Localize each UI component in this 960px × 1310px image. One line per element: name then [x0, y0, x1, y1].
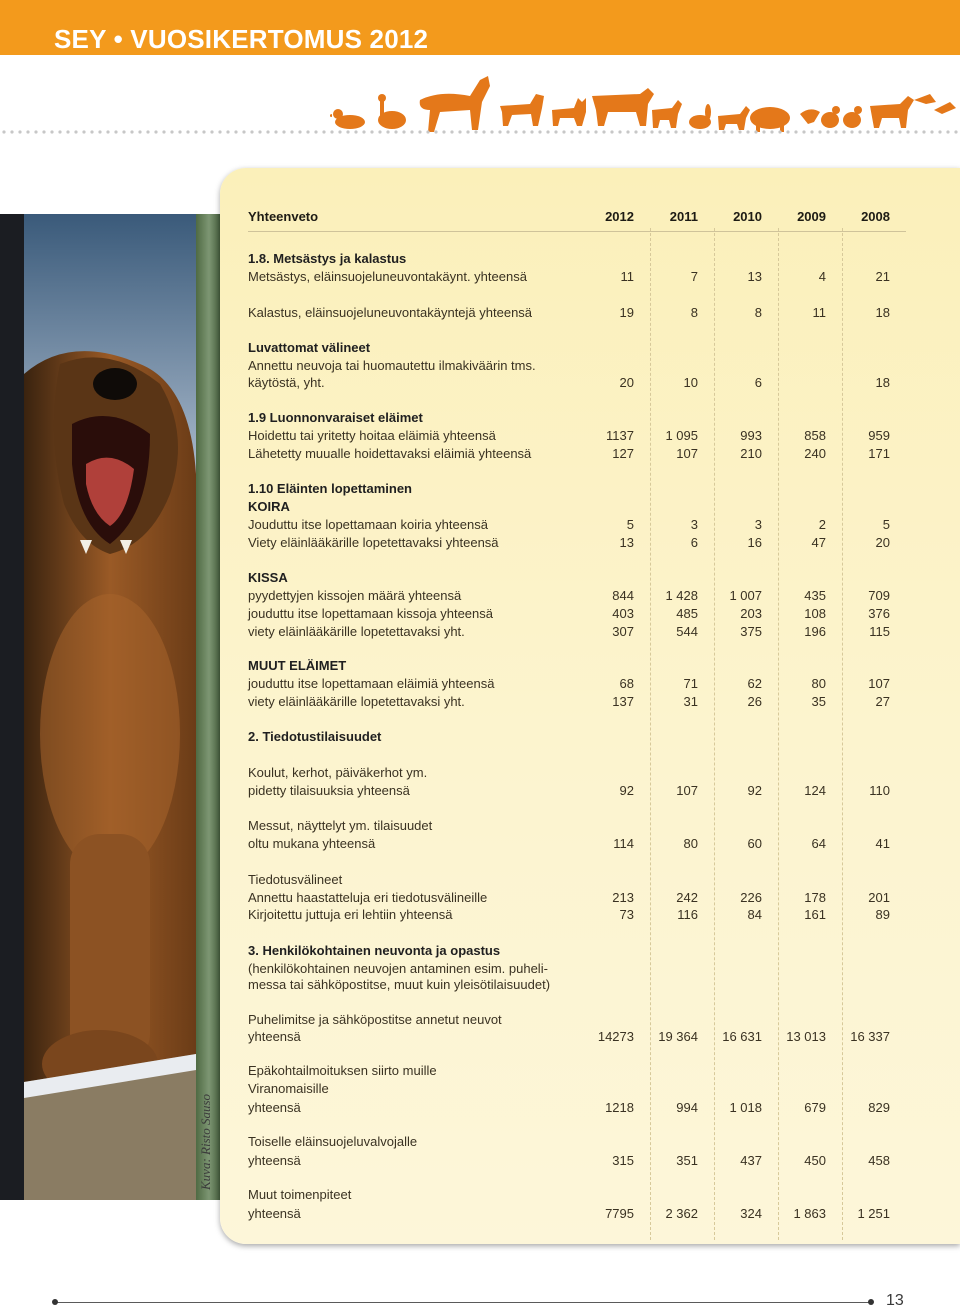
- table-row: [248, 835, 908, 853]
- value-cell: 829: [868, 1100, 890, 1115]
- value-cell: 107: [868, 676, 890, 691]
- table-row: [248, 675, 908, 693]
- table-row: [248, 605, 908, 623]
- table-row: [248, 374, 908, 392]
- value-cell: 213: [612, 890, 634, 905]
- value-cell: 435: [804, 588, 826, 603]
- header-divider: [248, 231, 906, 232]
- value-cell: 376: [868, 606, 890, 621]
- table-row: [248, 764, 908, 782]
- table-row: [248, 871, 908, 889]
- row-label: pidetty tilaisuuksia yhteensä: [248, 783, 410, 798]
- row-label: MUUT ELÄIMET: [248, 658, 347, 673]
- value-cell: 210: [740, 446, 762, 461]
- row-label: Kirjoitettu juttuja eri lehtiin yhteensä: [248, 907, 453, 922]
- value-cell: 73: [619, 907, 634, 922]
- row-label: Toiselle eläinsuojeluvalvojalle: [248, 1134, 418, 1149]
- value-cell: 1137: [606, 428, 634, 443]
- value-cell: 307: [612, 624, 634, 639]
- value-cell: 13: [747, 269, 762, 284]
- table-row: [248, 587, 908, 605]
- table-row: [248, 516, 908, 534]
- value-cell: 26: [747, 694, 762, 709]
- value-cell: 544: [676, 624, 698, 639]
- value-cell: 201: [868, 890, 890, 905]
- year-header: 2012: [605, 209, 634, 224]
- value-cell: 324: [740, 1206, 762, 1221]
- value-cell: 1 428: [665, 588, 698, 603]
- value-cell: 21: [875, 269, 890, 284]
- table-row: [248, 728, 908, 746]
- value-cell: 116: [677, 907, 698, 922]
- value-cell: 14273: [597, 1029, 634, 1044]
- value-cell: 5: [626, 517, 634, 532]
- value-cell: 71: [683, 676, 698, 691]
- value-cell: 16: [747, 535, 762, 550]
- value-cell: 20: [875, 535, 890, 550]
- table-row: [248, 1133, 908, 1151]
- row-label: Viranomaisille: [248, 1081, 329, 1096]
- value-cell: 178: [804, 890, 826, 905]
- row-label: yhteensä: [248, 1100, 301, 1115]
- table-row: [248, 976, 908, 994]
- row-label: 2. Tiedotustilaisuudet: [248, 729, 382, 744]
- row-label: KISSA: [248, 570, 288, 585]
- table-row: [248, 1186, 908, 1204]
- row-label: Annettu neuvoja tai huomautettu ilmakiväärin tms.: [248, 358, 536, 373]
- value-cell: 62: [747, 676, 762, 691]
- animal-silhouettes-icon: [330, 60, 960, 150]
- row-label: messa tai sähköpostitse, muut kuin yleisötilaisuudet): [248, 977, 551, 992]
- value-cell: 315: [612, 1153, 634, 1168]
- year-header: 2008: [861, 209, 890, 224]
- table-row: [248, 1152, 908, 1170]
- page-number: 13: [886, 1292, 904, 1309]
- year-header: 2009: [797, 209, 826, 224]
- value-cell: 1 095: [665, 428, 698, 443]
- value-cell: 403: [612, 606, 634, 621]
- table-row: [248, 906, 908, 924]
- value-cell: 709: [868, 588, 890, 603]
- value-cell: 242: [676, 890, 698, 905]
- row-label: 1.9 Luonnonvaraiset eläimet: [248, 410, 423, 425]
- table-row: [248, 782, 908, 800]
- dog-photo: [0, 214, 222, 1200]
- value-cell: 68: [619, 676, 634, 691]
- dotted-divider: [0, 128, 960, 136]
- table-row: [248, 817, 908, 835]
- table-row: [248, 498, 908, 516]
- row-label: Annettu haastatteluja eri tiedotusvälineille: [248, 890, 488, 905]
- table-row: [248, 623, 908, 641]
- row-label: Kalastus, eläinsuojeluneuvontakäyntejä yhteensä: [248, 305, 533, 320]
- value-cell: 47: [811, 535, 826, 550]
- row-label: Hoidettu tai yritetty hoitaa eläimiä yhteensä: [248, 428, 496, 443]
- value-cell: 993: [740, 428, 762, 443]
- row-label: 1.8. Metsästys ja kalastus: [248, 251, 407, 266]
- row-label: Tiedotusvälineet: [248, 872, 343, 887]
- value-cell: 959: [868, 428, 890, 443]
- value-cell: 6: [754, 375, 762, 390]
- table-header-label: Yhteenveto: [248, 209, 319, 224]
- table-row: [248, 250, 908, 268]
- value-cell: 458: [868, 1153, 890, 1168]
- value-cell: 80: [811, 676, 826, 691]
- value-cell: 92: [619, 783, 634, 798]
- row-label: pyydettyjen kissojen määrä yhteensä: [248, 588, 462, 603]
- value-cell: 107: [676, 446, 698, 461]
- row-label: KOIRA: [248, 499, 290, 514]
- row-label: yhteensä: [248, 1206, 301, 1221]
- value-cell: 80: [683, 836, 698, 851]
- value-cell: 108: [804, 606, 826, 621]
- value-cell: 127: [612, 446, 634, 461]
- value-cell: 64: [811, 836, 826, 851]
- row-label: yhteensä: [248, 1029, 301, 1044]
- value-cell: 161: [804, 907, 826, 922]
- row-label: Koulut, kerhot, päiväkerhot ym.: [248, 765, 428, 780]
- table-row: [248, 409, 908, 427]
- value-cell: 92: [747, 783, 762, 798]
- value-cell: 858: [804, 428, 826, 443]
- footer-dot: [868, 1299, 874, 1305]
- value-cell: 1 018: [729, 1100, 762, 1115]
- footer-dot: [52, 1299, 58, 1305]
- value-cell: 11: [620, 269, 634, 284]
- value-cell: 31: [683, 694, 698, 709]
- value-cell: 679: [804, 1100, 826, 1115]
- table-row: [248, 357, 908, 375]
- row-label: oltu mukana yhteensä: [248, 836, 376, 851]
- table-row: [248, 1205, 908, 1223]
- row-label: Metsästys, eläinsuojeluneuvontakäynt. yhteensä: [248, 269, 527, 284]
- value-cell: 3: [754, 517, 762, 532]
- table-row: [248, 427, 908, 445]
- row-label: Lähetetty muualle hoidettavaksi eläimiä yhteensä: [248, 446, 532, 461]
- table-row: [248, 339, 908, 357]
- value-cell: 60: [747, 836, 762, 851]
- row-label: Jouduttu itse lopettamaan koiria yhteensä: [248, 517, 488, 532]
- table-row: [248, 657, 908, 675]
- value-cell: 1218: [605, 1100, 634, 1115]
- row-label: jouduttu itse lopettamaan eläimiä yhteensä: [248, 676, 495, 691]
- value-cell: 18: [875, 375, 890, 390]
- year-header: 2010: [733, 209, 762, 224]
- table-row: [248, 534, 908, 552]
- table-row: [248, 268, 908, 286]
- value-cell: 89: [875, 907, 890, 922]
- value-cell: 137: [612, 694, 634, 709]
- value-cell: 2 362: [665, 1206, 698, 1221]
- value-cell: 13: [619, 535, 634, 550]
- table-row: [248, 942, 908, 960]
- table-row: [248, 569, 908, 587]
- table-row: [248, 1062, 908, 1080]
- table-row: [248, 889, 908, 907]
- value-cell: 994: [676, 1100, 698, 1115]
- value-cell: 3: [690, 517, 698, 532]
- value-cell: 203: [740, 606, 762, 621]
- table-row: [248, 480, 908, 498]
- value-cell: 10: [683, 375, 698, 390]
- value-cell: 1 007: [729, 588, 762, 603]
- value-cell: 450: [804, 1153, 826, 1168]
- value-cell: 485: [676, 606, 698, 621]
- value-cell: 1 251: [857, 1206, 890, 1221]
- value-cell: 124: [804, 783, 826, 798]
- row-label: Epäkohtailmoituksen siirto muille: [248, 1063, 437, 1078]
- value-cell: 11: [812, 305, 826, 320]
- value-cell: 19: [619, 305, 634, 320]
- value-cell: 7795: [605, 1206, 634, 1221]
- value-cell: 13 013: [786, 1029, 826, 1044]
- value-cell: 4: [818, 269, 826, 284]
- row-label: jouduttu itse lopettamaan kissoja yhteensä: [248, 606, 493, 621]
- year-header: 2011: [669, 209, 698, 224]
- table-row: [248, 1080, 908, 1098]
- value-cell: 351: [676, 1153, 698, 1168]
- value-cell: 844: [612, 588, 634, 603]
- value-cell: 5: [882, 517, 890, 532]
- value-cell: 107: [676, 783, 698, 798]
- value-cell: 7: [690, 269, 698, 284]
- photo-credit: Kuva: Risto Sauso: [198, 1093, 213, 1190]
- row-label: yhteensä: [248, 1153, 301, 1168]
- row-label: viety eläinlääkärille lopetettavaksi yht.: [248, 624, 465, 639]
- value-cell: 240: [804, 446, 826, 461]
- value-cell: 8: [690, 305, 698, 320]
- value-cell: 16 337: [850, 1029, 890, 1044]
- table-row: [248, 304, 908, 322]
- row-label: Viety eläinlääkärille lopetettavaksi yhteensä: [248, 535, 499, 550]
- footer-rule: [55, 1302, 870, 1303]
- row-label: Messut, näyttelyt ym. tilaisuudet: [248, 818, 433, 833]
- value-cell: 16 631: [722, 1029, 762, 1044]
- row-label: (henkilökohtainen neuvojen antaminen esim. puheli-: [248, 961, 548, 976]
- value-cell: 8: [754, 305, 762, 320]
- row-label: Luvattomat välineet: [248, 340, 371, 355]
- value-cell: 20: [619, 375, 634, 390]
- row-label: 1.10 Eläinten lopettaminen: [248, 481, 412, 496]
- table-header-row: [248, 208, 908, 226]
- value-cell: 84: [747, 907, 762, 922]
- table-row: [248, 1099, 908, 1117]
- row-label: Muut toimenpiteet: [248, 1187, 352, 1202]
- value-cell: 18: [875, 305, 890, 320]
- table-row: [248, 693, 908, 711]
- value-cell: 110: [869, 783, 890, 798]
- value-cell: 6: [690, 535, 698, 550]
- value-cell: 171: [868, 446, 890, 461]
- header-banner: [0, 0, 960, 55]
- row-label: käytöstä, yht.: [248, 375, 325, 390]
- table-row: [248, 1011, 908, 1029]
- table-row: [248, 445, 908, 463]
- row-label: viety eläinlääkärille lopetettavaksi yht.: [248, 694, 465, 709]
- row-label: Puhelimitse ja sähköpostitse annetut neuvot: [248, 1012, 502, 1027]
- value-cell: 115: [869, 624, 890, 639]
- value-cell: 41: [875, 836, 890, 851]
- value-cell: 114: [613, 836, 634, 851]
- value-cell: 27: [875, 694, 890, 709]
- value-cell: 35: [811, 694, 826, 709]
- value-cell: 2: [818, 517, 826, 532]
- page-title: SEY • VUOSIKERTOMUS 2012: [54, 24, 429, 54]
- value-cell: 375: [740, 624, 762, 639]
- row-label: 3. Henkilökohtainen neuvonta ja opastus: [248, 943, 501, 958]
- table-row: [248, 1028, 908, 1046]
- value-cell: 226: [740, 890, 762, 905]
- value-cell: 437: [740, 1153, 762, 1168]
- value-cell: 1 863: [793, 1206, 826, 1221]
- value-cell: 196: [804, 624, 826, 639]
- value-cell: 19 364: [658, 1029, 698, 1044]
